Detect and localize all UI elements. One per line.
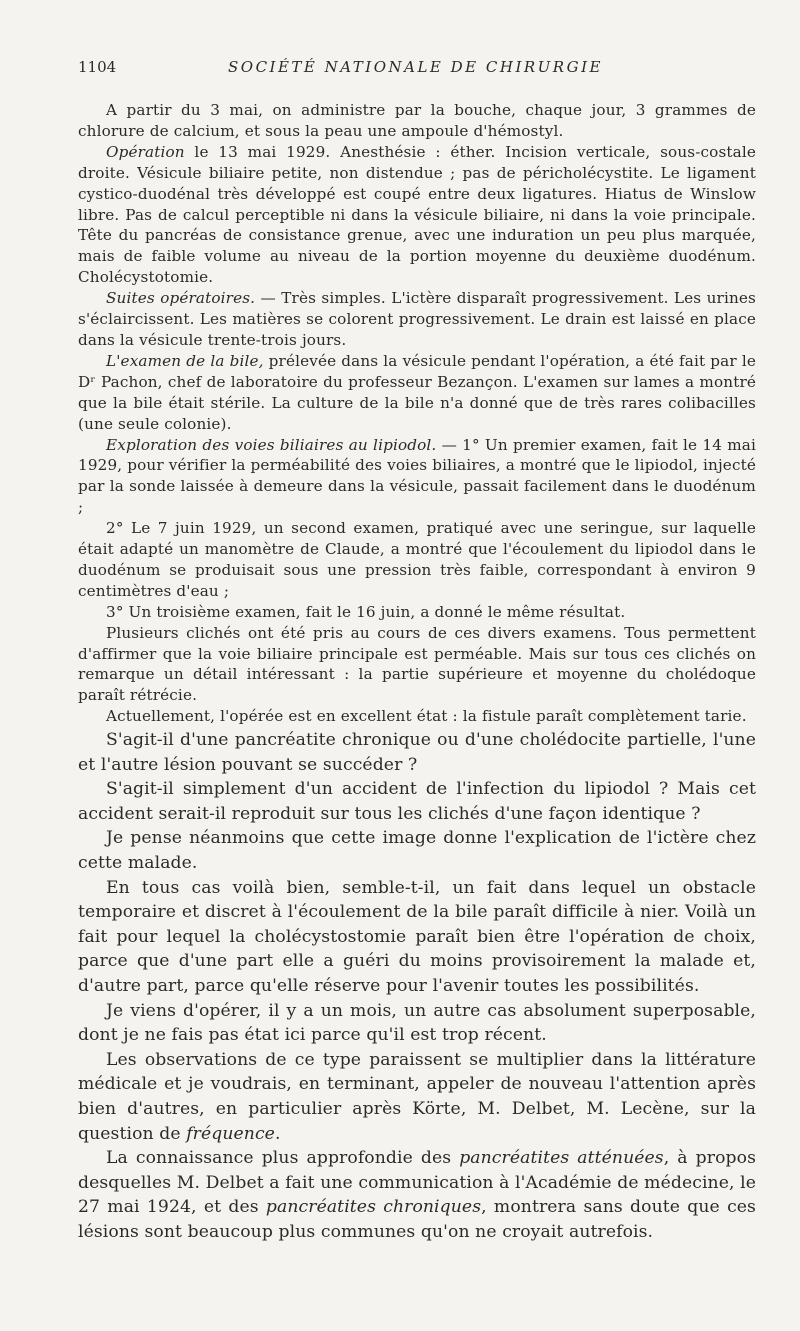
paragraph: Exploration des voies biliaires au lipiodol. — 1° Un premier examen, fait le 14 mai 1929, pour vérifier la perméabilité des voies biliaires, a montré que le lipiodol, injecté par la sonde laissée à demeure dans la vésicule, passait facilement dans le duodénum ; [78,435,756,517]
page-header [78,58,758,82]
paragraph: Plusieurs clichés ont été pris au cours de ces divers examens. Tous permettent d'affirmer que la voie biliaire principale est perméable. Mais sur tous ces clichés on remarque un détail intéressant : la partie supérieure et moyenne du cholédoque paraît rétrécie. [78,623,756,705]
case-report-section [78,100,756,727]
paragraph: Suites opératoires. — Très simples. L'ictère disparaît progressivement. Les urines s'éclaircissent. Les matières se colorent progressivement. Le drain est laissé en place dans la vésicule trente-trois jours. [78,289,756,349]
paragraph: S'agit-il simplement d'un accident de l'infection du lipiodol ? Mais cet accident serait-il reproduit sur tous les clichés d'une façon identique ? [78,779,756,824]
running-title: SOCIÉTÉ NATIONALE DE CHIRURGIE [228,58,603,76]
italic-term: pancréatites atténuées [459,1148,664,1169]
paragraph: S'agit-il d'une pancréatite chronique ou d'une cholédocite partielle, l'une et l'autre lésion pouvant se succéder ? [78,730,756,775]
italic-lead: Suites opératoires. [106,289,256,308]
paragraph: Les observations de ce type paraissent se multiplier dans la littérature médicale et je voudrais, en terminant, appeler de nouveau l'attention après bien d'autres, en particulier après Körte, M. Delbet, M. Lecène, sur la question de fréquence. [78,1049,756,1144]
paragraph: 3° Un troisième examen, fait le 16 juin, a donné le même résultat. [106,602,626,621]
paragraph: 2° Le 7 juin 1929, un second examen, pratiqué avec une seringue, sur laquelle était adapté un manomètre de Claude, a montré que l'écoulement du lipiodol dans le duodénum se produisait sous une pression très faible, correspondant à environ 9 centimètres d'eau ; [78,519,756,600]
paragraph: La connaissance plus approfondie des pancréatites atténuées, à propos desquelles M. Delbet a fait une communication à l'Académie de médecine, le 27 mai 1924, et des pancréatites chroniques, montrera sans doute que ces lésions sont beaucoup plus communes qu'on ne croyait autrefois. [78,1148,756,1242]
italic-term: fréquence [186,1123,275,1144]
paragraph: Je pense néanmoins que cette image donne l'explication de l'ictère chez cette malade. [78,828,756,873]
italic-lead: Exploration des voies biliaires au lipiodol. [106,435,437,454]
italic-lead: L'examen de la bile, [106,351,264,370]
italic-term: pancréatites chroniques [265,1197,482,1218]
paragraph: Je viens d'opérer, il y a un mois, un autre cas absolument superposable, dont je ne fais pas état ici parce qu'il est trop récent. [78,1000,756,1046]
paragraph: A partir du 3 mai, on administre par la bouche, chaque jour, 3 grammes de chlorure de calcium, et sous la peau une ampoule d'hémostyl. [78,101,756,140]
paragraph: Opération le 13 mai 1929. Anesthésie : éther. Incision verticale, sous-costale droite. Vésicule biliaire petite, non distendue ; pas de péricholécystite. Le ligament cystico-duodénal très développé est coupé entre deux ligatures. Hiatus de Winslow libre. Pas de calcul perceptible ni dans la vésicule biliaire, ni dans la voie principale. Tête du pancréas de consistance grenue, avec une induration un peu plus marquée, mais de faible volume au niveau de la portion moyenne du deuxième duodénum. Cholécystotomie. [78,142,756,287]
discussion-section [78,728,756,1244]
italic-lead: Opération [106,142,185,161]
paragraph: Actuellement, l'opérée est en excellent état : la fistule paraît complètement tarie. [106,707,747,726]
page-number: 1104 [78,58,117,76]
paragraph: L'examen de la bile, prélevée dans la vésicule pendant l'opération, a été fait par le Dʳ Pachon, chef de laboratoire du professeur Bezançon. L'examen sur lames a montré que la bile était stérile. La culture de la bile n'a donné que de très rares colibacilles (une seule colonie). [78,351,756,433]
paragraph: En tous cas voilà bien, semble-t-il, un fait dans lequel un obstacle temporaire et discret à l'écoulement de la bile paraît difficile à nier. Voilà un fait pour lequel la cholécystostomie paraît bien être l'opération de choix, parce que d'une part elle a guéri du moins provisoirement la malade et, d'autre part, parce qu'elle réserve pour l'avenir toutes les possibilités. [78,877,756,996]
